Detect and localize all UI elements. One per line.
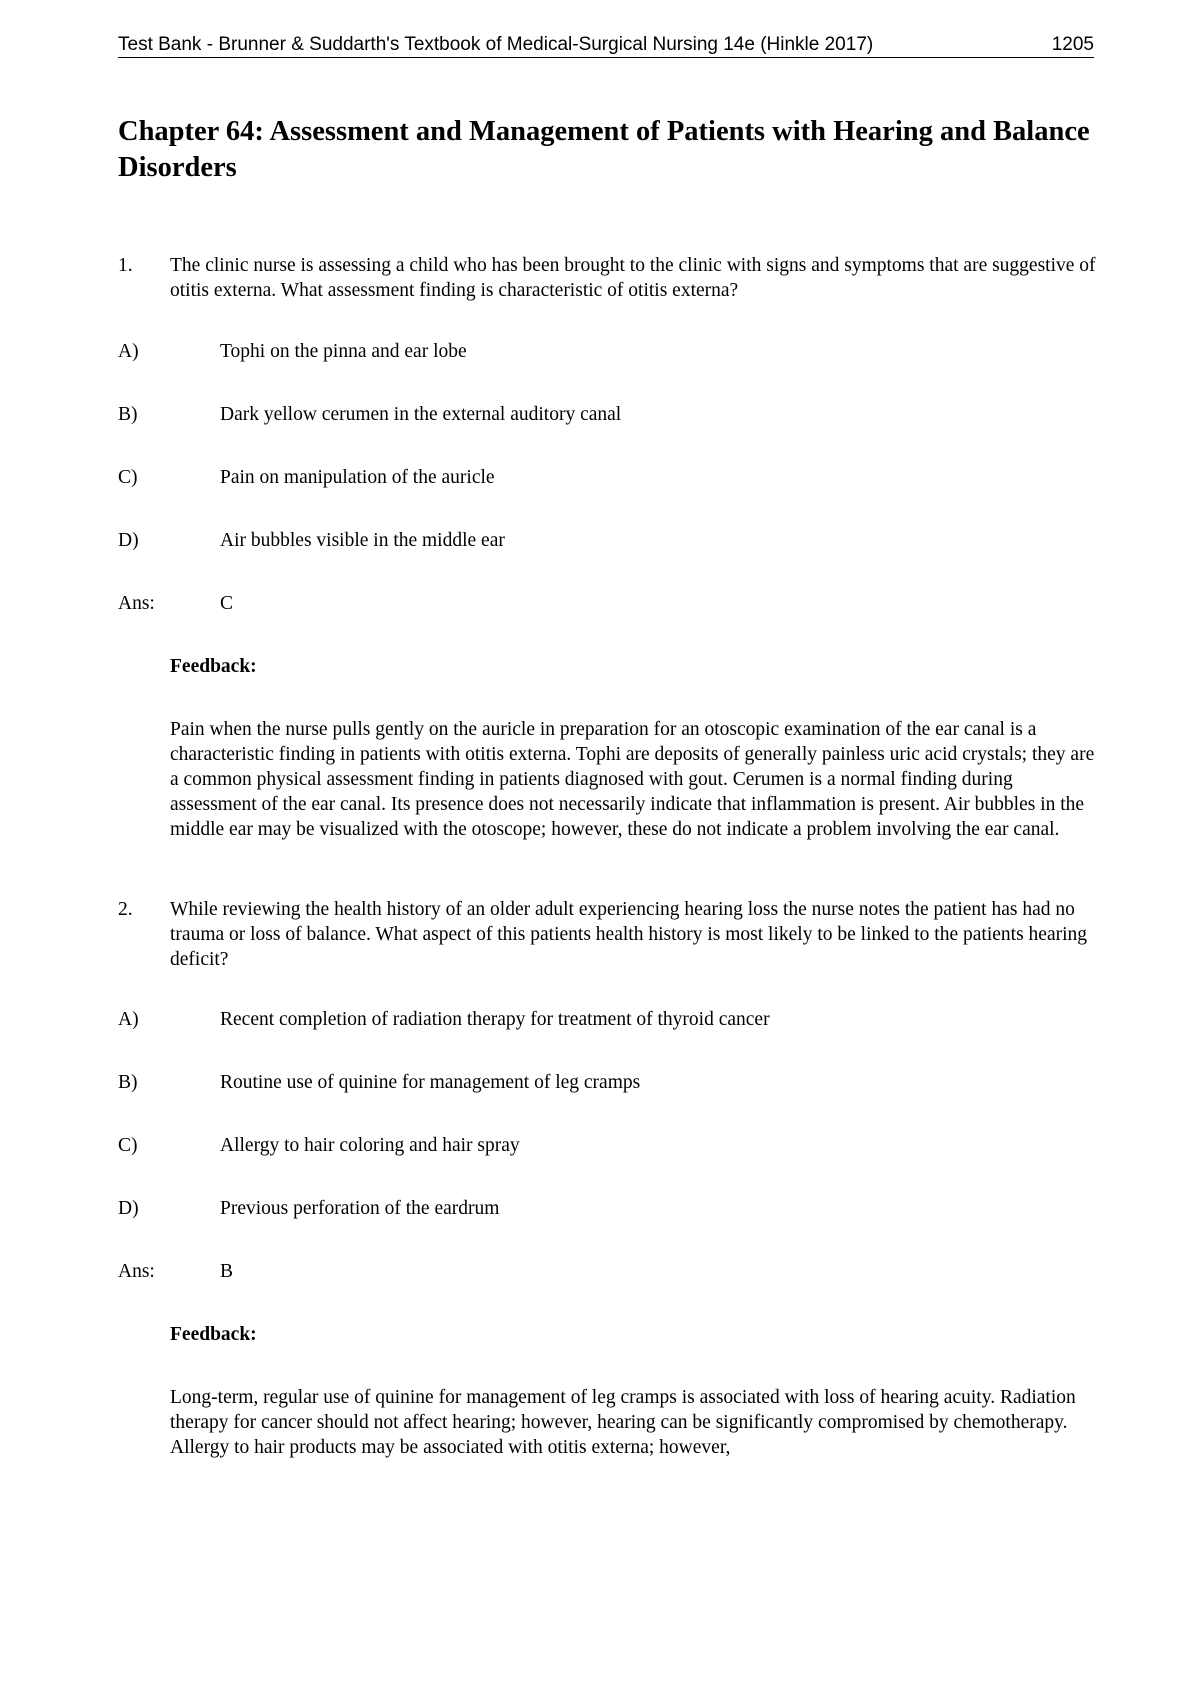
option-text: Recent completion of radiation therapy for treatment of thyroid cancer (220, 1009, 770, 1030)
question-1-stem (118, 253, 1098, 303)
option-letter: D) (118, 1198, 139, 1219)
chapter-title: Chapter 64: Assessment and Management of Patients with Hearing and Balance Disorders (118, 116, 1090, 183)
option-text: Routine use of quinine for management of leg cramps (220, 1072, 641, 1093)
option-text: Air bubbles visible in the middle ear (220, 530, 505, 551)
question-1-feedback-text: Pain when the nurse pulls gently on the auricle in preparation for an otoscopic examination of the ear canal is a characteristic finding in patients with otitis externa. Tophi are deposits of generally painless uric acid crystals; they are a common physical assessment finding in patients diagnosed with gout. Cerumen is a normal finding during assessment of the ear canal. Its presence does not necessarily indicate that inflammation is present. Air bubbles in the middle ear may be visualized with the otoscope; however, these do not indicate a problem involving the ear canal. (170, 719, 1095, 840)
option-letter: C) (118, 467, 138, 488)
question-2-option-b (118, 1070, 1098, 1095)
question-2-feedback-text: Long-term, regular use of quinine for management of leg cramps is associated with loss of hearing acuity. Radiation therapy for cancer should not affect hearing; however, hearing can be significantly compromised by chemotherapy. Allergy to hair products may be associated with otitis externa; however, (170, 1387, 1076, 1458)
question-2-feedback-label: Feedback: (170, 1324, 257, 1345)
option-letter: D) (118, 530, 139, 551)
question-number: 1. (118, 255, 133, 276)
page-number: 1205 (1051, 34, 1094, 55)
option-text: Dark yellow cerumen in the external auditory canal (220, 404, 622, 425)
answer-label: Ans: (118, 593, 155, 614)
option-text: Pain on manipulation of the auricle (220, 467, 495, 488)
option-text: Previous perforation of the eardrum (220, 1198, 500, 1219)
question-1-option-b (118, 402, 1098, 427)
question-text: The clinic nurse is assessing a child who has been brought to the clinic with signs and symptoms that are suggestive of otitis externa. What assessment finding is characteristic of otitis externa? (170, 255, 1096, 301)
option-text: Tophi on the pinna and ear lobe (220, 341, 467, 362)
question-1-option-a (118, 339, 1098, 364)
question-number: 2. (118, 899, 133, 920)
option-letter: C) (118, 1135, 138, 1156)
question-2-option-a (118, 1007, 1098, 1032)
answer-value: B (220, 1261, 234, 1282)
answer-label: Ans: (118, 1261, 155, 1282)
header-title: Test Bank - Brunner & Suddarth's Textbook of Medical-Surgical Nursing 14e (Hinkle 2017) (118, 34, 874, 55)
question-2-option-d (118, 1196, 1098, 1221)
option-text: Allergy to hair coloring and hair spray (220, 1135, 520, 1156)
answer-value: C (220, 593, 234, 614)
option-letter: A) (118, 1009, 139, 1030)
page-header (118, 34, 1094, 58)
question-1-option-c (118, 465, 1098, 490)
question-2-answer (118, 1259, 1098, 1284)
question-2-option-c (118, 1133, 1098, 1158)
question-2-stem (118, 897, 1098, 972)
question-text: While reviewing the health history of an older adult experiencing hearing loss the nurse notes the patient has had no trauma or loss of balance. What aspect of this patients health history is most likely to be linked to the patients hearing deficit? (170, 899, 1088, 970)
question-1-option-d (118, 528, 1098, 553)
question-1-answer (118, 591, 1098, 616)
option-letter: B) (118, 1072, 138, 1093)
option-letter: B) (118, 404, 138, 425)
question-1-feedback-label: Feedback: (170, 656, 257, 677)
option-letter: A) (118, 341, 139, 362)
